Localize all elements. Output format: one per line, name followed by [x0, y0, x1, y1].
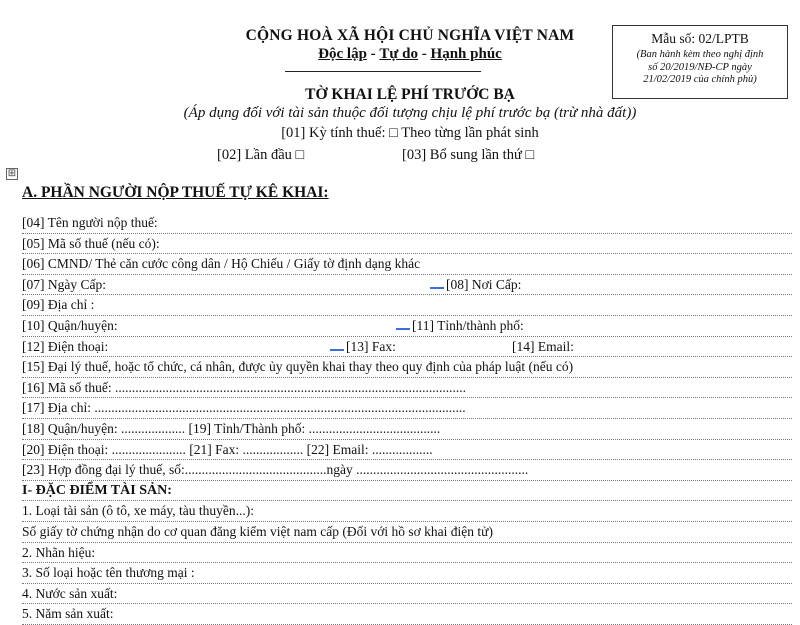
- field-label: [04] Tên người nộp thuế:: [22, 215, 158, 230]
- field-label: [16] Mã số thuế: ........................................................................................................: [22, 379, 466, 395]
- field-label: [09] Địa chỉ :: [22, 297, 95, 313]
- field-issue-date-place[interactable]: [22, 275, 792, 296]
- field-label: [14] Email:: [512, 338, 574, 354]
- supplement-checkbox-line[interactable]: [03] Bổ sung lần thứ □: [402, 147, 535, 163]
- header-divider: [285, 71, 481, 72]
- form-note: [613, 49, 787, 87]
- field-label: [07] Ngày Cấp:: [22, 276, 106, 292]
- field-id-document[interactable]: [22, 254, 792, 275]
- document-title: TỜ KHAI LỆ PHÍ TRƯỚC BẠ: [305, 86, 515, 103]
- motto-separator: -: [418, 46, 431, 62]
- first-time-checkbox-line[interactable]: [02] Lần đầu □: [217, 147, 305, 163]
- field-country-of-manufacture[interactable]: [22, 584, 792, 605]
- section-1-heading: [22, 481, 792, 502]
- field-label: 3. Số loại hoặc tên thương mại :: [22, 565, 195, 581]
- section-label: I- ĐẶC ĐIỂM TÀI SẢN:: [22, 482, 172, 498]
- field-tax-agent[interactable]: [22, 357, 792, 378]
- field-agent-address[interactable]: [22, 398, 792, 419]
- field-registration-certificate[interactable]: [22, 522, 792, 543]
- input-cursor-mark: [330, 338, 344, 351]
- field-label: [12] Điện thoại:: [22, 338, 109, 354]
- field-label: [15] Đại lý thuế, hoặc tổ chức, cá nhân, được ủy quyền khai thay theo quy định của pháp luật (nếu có): [22, 359, 574, 375]
- field-label: [11] Tỉnh/thành phố:: [412, 317, 524, 333]
- field-label: [08] Nơi Cấp:: [446, 276, 522, 292]
- field-label: [05] Mã số thuế (nếu có):: [22, 235, 160, 251]
- field-label: [13] Fax:: [346, 338, 396, 354]
- field-label: 5. Năm sản xuất:: [22, 606, 114, 622]
- field-agent-tax-code[interactable]: [22, 378, 792, 399]
- form-fields: [22, 213, 792, 625]
- document-subtitle: (Áp dụng đối với tài sản thuộc đối tượng chịu lệ phí trước bạ (trừ nhà đất)): [183, 105, 637, 121]
- motto-happiness: Hạnh phúc: [430, 46, 502, 62]
- field-label: 4. Nước sản xuất:: [22, 585, 118, 601]
- form-note-line: 21/02/2019 của chính phủ): [643, 74, 757, 85]
- field-label: 2. Nhãn hiệu:: [22, 544, 96, 560]
- expand-icon[interactable]: ⊞: [7, 168, 17, 179]
- field-address[interactable]: [22, 295, 792, 316]
- field-label: [23] Hợp đồng đại lý thuế, số:..........................................ngày ...................................................: [22, 462, 529, 478]
- form-code: Mẫu số: 02/LPTB: [651, 31, 749, 46]
- field-agent-contract[interactable]: [22, 460, 792, 481]
- field-label: [20] Điện thoại: ...................... [21] Fax: .................. [22] Email: ..................: [22, 441, 433, 457]
- field-tax-code[interactable]: [22, 234, 792, 255]
- field-taxpayer-name[interactable]: [22, 213, 792, 234]
- field-phone-fax-email[interactable]: [22, 337, 792, 358]
- form-note-line: (Ban hành kèm theo nghị định: [636, 49, 764, 60]
- tax-period-line: [01] Kỳ tính thuế: □ Theo từng lần phát sinh: [281, 125, 539, 141]
- field-label: 1. Loại tài sản (ô tô, xe máy, tàu thuyền...):: [22, 503, 254, 519]
- field-agent-phone-fax-email[interactable]: [22, 440, 792, 461]
- field-label: Số giấy tờ chứng nhận do cơ quan đăng kiểm việt nam cấp (Đối với hồ sơ khai điện tử): [22, 523, 493, 539]
- input-cursor-mark: [430, 276, 444, 289]
- field-year-of-manufacture[interactable]: [22, 604, 792, 625]
- section-a-heading: A. PHẦN NGƯỜI NỘP THUẾ TỰ KÊ KHAI:: [22, 184, 329, 201]
- motto-freedom: Tự do: [379, 46, 419, 62]
- motto-separator: -: [366, 46, 380, 62]
- field-label: [06] CMND/ Thẻ căn cước công dân / Hộ Chiếu / Giấy tờ định dạng khác: [22, 256, 421, 272]
- field-district-province[interactable]: [22, 316, 792, 337]
- field-model-name[interactable]: [22, 563, 792, 584]
- field-label: [10] Quận/huyện:: [22, 317, 118, 333]
- form-note-line: số 20/2019/NĐ-CP ngày: [648, 61, 752, 73]
- field-agent-district-province[interactable]: [22, 419, 792, 440]
- field-label: [18] Quận/huyện: ................... [19] Tỉnh/Thành phố: .......................................: [22, 420, 441, 436]
- country-heading: CỘNG HOÀ XÃ HỘI CHỦ NGHĨA VIỆT NAM: [245, 27, 575, 44]
- input-cursor-mark: [396, 317, 410, 330]
- field-asset-type[interactable]: [22, 501, 792, 522]
- field-brand[interactable]: [22, 543, 792, 564]
- field-label: [17] Địa chỉ: ..............................................................................................................: [22, 400, 466, 416]
- motto-independence: Độc lập: [318, 46, 367, 62]
